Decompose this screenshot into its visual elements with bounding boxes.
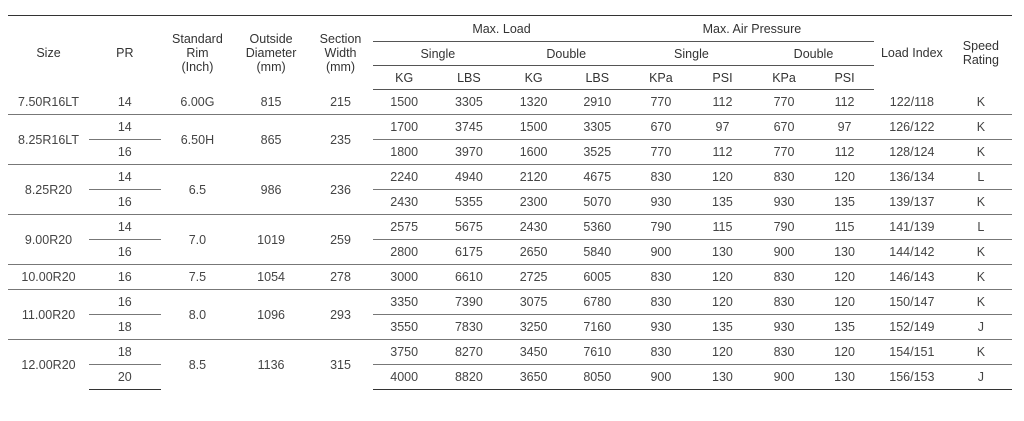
double-kpa-cell: 830 [753,340,815,365]
rim-cell: 6.50H [161,115,235,165]
table-row [8,215,1012,240]
single-kg-cell: 2575 [373,215,435,240]
single-psi-cell: 135 [692,190,753,215]
header-width-line: Section [319,31,362,46]
pr-cell: 14 [89,165,161,190]
width-cell: 293 [308,290,373,340]
header-width [308,16,373,90]
double-psi-cell: 135 [815,190,874,215]
double-kg-cell: 1600 [503,140,565,165]
double-kg-cell: 1500 [503,115,565,140]
single-psi-cell: 130 [692,365,753,390]
header-pr: PR [89,16,161,90]
header-width-line: (mm) [325,59,356,74]
header-kpa: KPa [630,66,692,90]
load-index-cell: 122/118 [889,94,935,109]
load-index-cell: 154/151 [874,340,950,365]
single-kpa-cell: 830 [630,265,692,290]
single-kpa-cell: 830 [630,290,692,315]
pr-cell: 16 [89,290,161,315]
double-kg-cell: 1320 [519,95,548,109]
size-cell: 9.00R20 [8,215,89,265]
header-diameter-line: Outside [249,31,293,46]
load-index-cell: 144/142 [874,240,950,265]
diameter-cell: 1054 [234,265,308,290]
load-index-cell: 156/153 [874,365,950,390]
speed-rating-cell: L [950,215,1012,240]
single-kpa-cell: 930 [630,315,692,340]
pr-cell: 16 [89,265,161,290]
diameter-cell: 1136 [234,340,308,390]
single-lbs-cell: 8820 [435,365,502,390]
single-kg-cell: 1500 [390,95,419,109]
header-kpa: KPa [753,66,815,90]
width-cell: 259 [308,215,373,265]
single-lbs-cell: 8270 [435,340,502,365]
double-psi-cell: 120 [815,290,874,315]
header-width-line: Width [324,45,357,60]
double-lbs-cell: 3525 [565,140,630,165]
single-psi-cell: 97 [692,115,753,140]
single-lbs-cell: 7390 [435,290,502,315]
double-lbs-cell: 7610 [565,340,630,365]
double-lbs-cell: 5360 [565,215,630,240]
rim-cell: 7.5 [161,265,235,290]
table-row [8,115,1012,140]
pr-cell: 14 [89,115,161,140]
single-kg-cell: 3550 [373,315,435,340]
pr-cell: 18 [89,340,161,365]
rim-cell: 7.0 [161,215,235,265]
header-rim-line: Rim [186,45,209,60]
size-cell: 8.25R16LT [8,115,89,165]
pr-cell: 18 [89,315,161,340]
header-psi: PSI [692,66,753,90]
table-row [8,315,1012,340]
header-diameter-line: Diameter [245,45,297,60]
table-row [8,265,1012,290]
rim-cell: 8.0 [161,290,235,340]
single-lbs-cell: 3305 [454,95,483,109]
single-kpa-cell: 790 [630,215,692,240]
double-psi-cell: 130 [815,365,874,390]
header-max-air: Max. Air Pressure [630,16,874,42]
single-kpa-cell: 830 [630,340,692,365]
table-header [8,16,1012,90]
double-kpa-cell: 830 [753,265,815,290]
header-rim [161,16,235,90]
speed-rating-cell: K [950,290,1012,315]
double-kpa-cell: 770 [773,95,795,109]
double-lbs-cell: 6780 [565,290,630,315]
double-psi-cell: 130 [815,240,874,265]
header-speed-line: Speed [962,38,999,53]
speed-rating-cell: J [950,365,1012,390]
load-index-cell: 150/147 [874,290,950,315]
load-index-cell: 128/124 [874,140,950,165]
single-lbs-cell: 3745 [435,115,502,140]
speed-rating-cell: K [950,140,1012,165]
double-lbs-cell: 4675 [565,165,630,190]
table-body [8,90,1012,390]
load-index-cell: 146/143 [874,265,950,290]
speed-rating-cell: K [950,190,1012,215]
header-size: Size [8,16,89,90]
single-kg-cell: 4000 [373,365,435,390]
single-kg-cell: 2240 [373,165,435,190]
double-kg-cell: 2650 [503,240,565,265]
width-cell: 215 [330,94,351,109]
header-lbs: LBS [435,66,502,90]
diameter-cell: 815 [260,94,282,109]
double-kg-cell: 3250 [503,315,565,340]
load-index-cell: 136/134 [874,165,950,190]
header-psi: PSI [815,66,874,90]
header-rim-line: Standard [172,31,223,46]
double-lbs-cell: 7160 [565,315,630,340]
double-psi-cell: 97 [815,115,874,140]
single-kg-cell: 1800 [373,140,435,165]
load-index-cell: 152/149 [874,315,950,340]
header-kg: KG [503,66,565,90]
double-kg-cell: 3650 [503,365,565,390]
speed-rating-cell: K [950,115,1012,140]
header-air-double: Double [753,42,874,66]
double-kg-cell: 2430 [503,215,565,240]
header-air-single: Single [630,42,753,66]
single-kpa-cell: 900 [630,365,692,390]
size-cell: 8.25R20 [8,165,89,215]
speed-rating-cell: L [950,165,1012,190]
header-lbs: LBS [565,66,630,90]
diameter-cell: 1096 [234,290,308,340]
double-kpa-cell: 770 [753,140,815,165]
pr-cell: 14 [117,94,132,109]
load-index-cell: 139/137 [874,190,950,215]
single-kg-cell: 1700 [373,115,435,140]
speed-rating-cell: K [950,265,1012,290]
double-psi-cell: 120 [815,165,874,190]
table-row [8,140,1012,165]
double-kg-cell: 3450 [503,340,565,365]
single-psi-cell: 120 [692,290,753,315]
table-row [8,290,1012,315]
speed-rating-cell: K [950,340,1012,365]
rim-cell: 6.5 [161,165,235,215]
single-kg-cell: 2800 [373,240,435,265]
double-kpa-cell: 790 [753,215,815,240]
double-psi-cell: 112 [834,95,855,109]
double-psi-cell: 115 [815,215,874,240]
single-lbs-cell: 3970 [435,140,502,165]
single-lbs-cell: 6610 [435,265,502,290]
double-lbs-cell: 6005 [565,265,630,290]
double-kg-cell: 2725 [503,265,565,290]
width-cell: 235 [308,115,373,165]
single-psi-cell: 120 [692,265,753,290]
single-kpa-cell: 670 [630,115,692,140]
single-psi-cell: 112 [712,95,733,109]
diameter-cell: 986 [234,165,308,215]
double-lbs-cell: 5840 [565,240,630,265]
single-kpa-cell: 930 [630,190,692,215]
width-cell: 278 [308,265,373,290]
double-kpa-cell: 930 [753,190,815,215]
single-psi-cell: 135 [692,315,753,340]
pr-cell: 16 [89,190,161,215]
double-lbs-cell: 5070 [565,190,630,215]
single-psi-cell: 120 [692,340,753,365]
single-kpa-cell: 900 [630,240,692,265]
load-index-cell: 141/139 [874,215,950,240]
rim-cell: 8.5 [161,340,235,390]
single-kg-cell: 3750 [373,340,435,365]
double-lbs-cell: 2910 [583,95,612,109]
width-cell: 236 [308,165,373,215]
size-cell: 12.00R20 [8,340,89,390]
header-kg: KG [373,66,435,90]
diameter-cell: 1019 [234,215,308,265]
single-kg-cell: 3350 [373,290,435,315]
header-speed [950,16,1012,90]
double-psi-cell: 135 [815,315,874,340]
size-cell: 10.00R20 [8,265,89,290]
single-psi-cell: 112 [692,140,753,165]
pr-cell: 16 [89,240,161,265]
single-kpa-cell: 830 [630,165,692,190]
single-kpa-cell: 770 [650,95,672,109]
single-kg-cell: 3000 [373,265,435,290]
double-kpa-cell: 670 [753,115,815,140]
double-psi-cell: 120 [815,340,874,365]
rim-cell: 6.00G [180,94,215,109]
header-rim-line: (Inch) [181,59,214,74]
single-kg-cell: 2430 [373,190,435,215]
double-kpa-cell: 930 [753,315,815,340]
table-row [8,365,1012,390]
tire-spec-table [8,15,1012,390]
double-kg-cell: 2120 [503,165,565,190]
single-psi-cell: 120 [692,165,753,190]
size-cell: 11.00R20 [8,290,89,340]
double-kpa-cell: 900 [753,365,815,390]
table-row [8,190,1012,215]
pr-cell: 20 [89,365,161,390]
double-psi-cell: 112 [815,140,874,165]
width-cell: 315 [308,340,373,390]
speed-rating-cell: K [976,94,986,109]
single-lbs-cell: 6175 [435,240,502,265]
double-kpa-cell: 900 [753,240,815,265]
single-psi-cell: 130 [692,240,753,265]
single-lbs-cell: 7830 [435,315,502,340]
table-row [8,340,1012,365]
single-lbs-cell: 5675 [435,215,502,240]
table-row [8,90,1012,115]
header-load-single: Single [373,42,502,66]
speed-rating-cell: K [950,240,1012,265]
table-row [8,240,1012,265]
double-lbs-cell: 8050 [565,365,630,390]
header-load-index: Load Index [874,16,950,90]
speed-rating-cell: J [950,315,1012,340]
single-kpa-cell: 770 [630,140,692,165]
pr-cell: 14 [89,215,161,240]
single-psi-cell: 115 [692,215,753,240]
header-max-load: Max. Load [373,16,630,42]
double-kpa-cell: 830 [753,165,815,190]
diameter-cell: 865 [234,115,308,165]
header-speed-line: Rating [962,52,999,67]
double-lbs-cell: 3305 [565,115,630,140]
header-load-double: Double [503,42,630,66]
size-cell: 7.50R16LT [18,94,79,109]
double-kpa-cell: 830 [753,290,815,315]
header-diameter [234,16,308,90]
table-row [8,165,1012,190]
double-kg-cell: 3075 [503,290,565,315]
load-index-cell: 126/122 [874,115,950,140]
double-kg-cell: 2300 [503,190,565,215]
single-lbs-cell: 5355 [435,190,502,215]
single-lbs-cell: 4940 [435,165,502,190]
header-diameter-line: (mm) [256,59,286,74]
pr-cell: 16 [89,140,161,165]
double-psi-cell: 120 [815,265,874,290]
